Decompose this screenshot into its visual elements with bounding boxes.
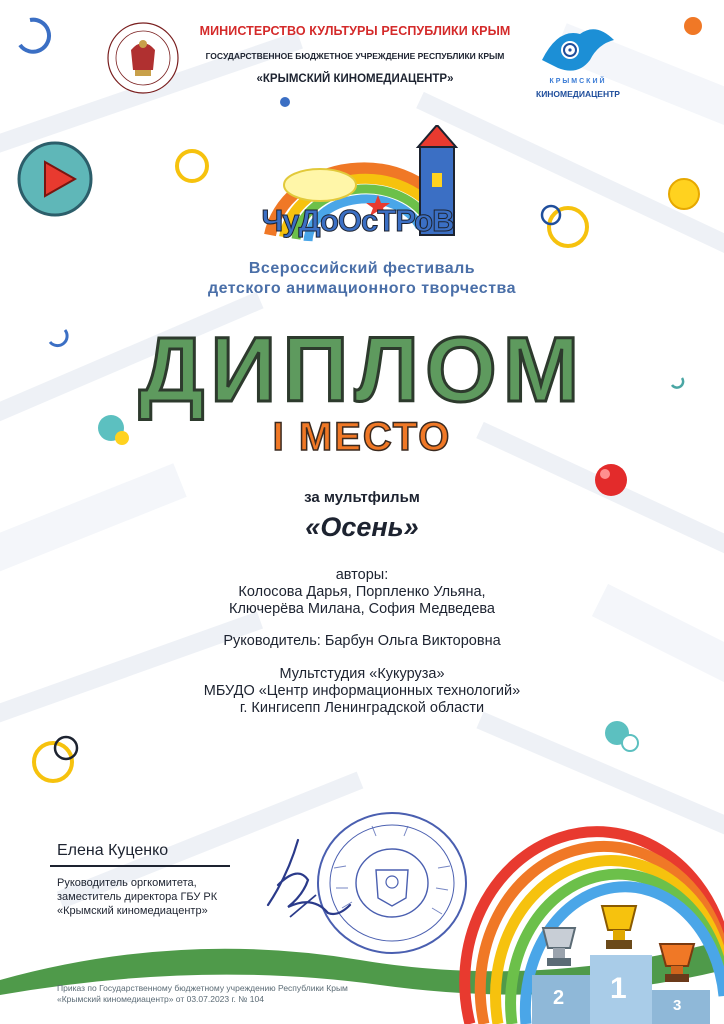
signatory-role-line-1: Руководитель оргкомитета, [57,877,197,889]
ring-decor-icon [20,20,49,52]
trophy-gold-icon [602,906,636,949]
yellow-ring-icon [549,208,587,246]
yellow-ball-icon [115,431,129,445]
studio-line-3: г. Кингисепп Ленинградской области [239,700,485,716]
ministry-emblem-logo [105,20,181,96]
festival-line-2: детского анимационного творчества [207,280,517,297]
authors-line-2: Ключерёва Милана, София Медведева [229,601,495,617]
orange-ball-icon [684,17,702,35]
order-reference-line-1: Приказ по Государственному бюджетному учреждению Республики Крым [57,983,348,993]
festival-line-1: Всероссийский фестиваль [248,260,476,277]
red-ball-icon [595,464,627,496]
signatory-role-line-3: «Крымский киномедиацентр» [57,905,208,917]
for-film-label: за мультфильм [304,489,420,506]
place-label: I МЕСТО [272,415,452,459]
order-reference [57,983,348,1005]
diploma-title: ДИПЛОМ [138,319,586,421]
supervisor: Руководитель: Барбун Ольга Викторовна [223,633,501,649]
podium-first-number: 1 [610,972,627,1005]
podium-second-number: 2 [553,987,565,1009]
order-reference-line-2: «Крымский киномедиацентр» от 03.07.2023 г. № 104 [57,994,264,1004]
blue-dot-icon [280,97,290,107]
ministry-title: МИНИСТЕРСТВО КУЛЬТУРЫ РЕСПУБЛИКИ КРЫМ [199,24,511,38]
organization-title: «КРЫМСКИЙ КИНОМЕДИАЦЕНТР» [256,73,454,85]
studio-line-1: Мультстудия «Кукуруза» [279,666,445,682]
yellow-ring-icon [34,743,72,781]
authors-label: авторы: [335,567,389,583]
trophy-bronze-icon [660,944,694,982]
authors-line-1: Колосова Дарья, Порпленко Ульяна, [238,584,486,600]
right-logo-line1: КРЫМСКИЙ [549,78,607,85]
ring-decor-icon [672,378,683,388]
right-logo-line2: КИНОМЕДИАЦЕНТР [536,89,620,99]
festival-logo-text: ЧуДоОсТРоВ [261,203,454,238]
podium-third-number: 3 [673,997,682,1014]
play-button-icon [15,140,97,218]
kinomediacenter-logo [538,20,618,78]
film-title: «Осень» [305,512,419,542]
yellow-ring-icon [177,151,207,181]
signatory-role-line-2: заместитель директора ГБУ РК [57,891,218,903]
trophy-silver-icon [543,928,575,966]
institution-title: ГОСУДАРСТВЕННОЕ БЮДЖЕТНОЕ УЧРЕЖДЕНИЕ РЕСПУБЛИКИ КРЫМ [205,51,505,61]
yellow-ball-icon [669,179,699,209]
studio-line-2: МБУДО «Центр информационных технологий» [203,683,521,699]
signatory-name: Елена Куценко [57,842,169,859]
